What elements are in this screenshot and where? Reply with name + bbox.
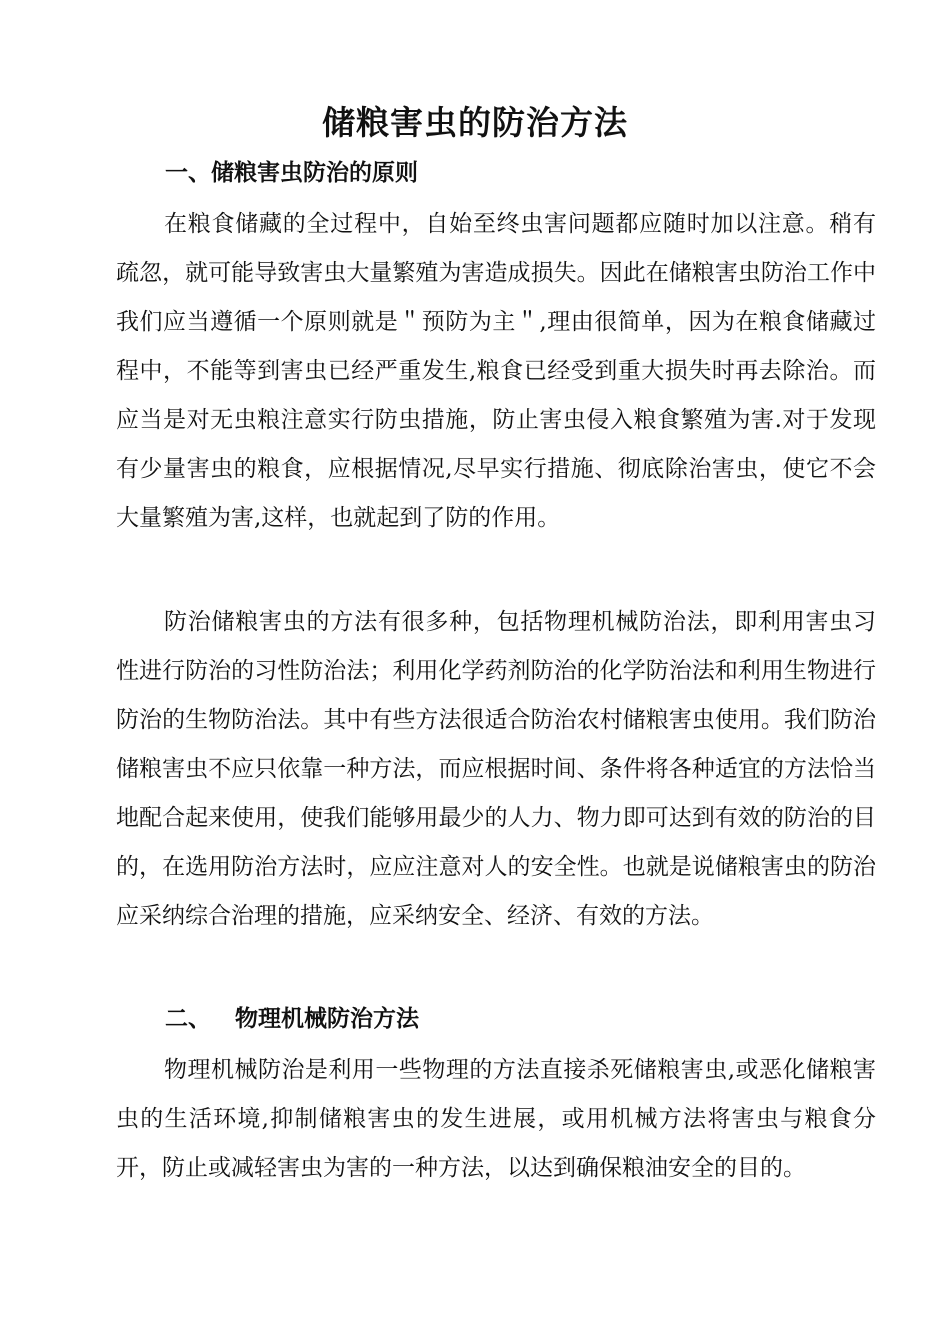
- paragraph-physical-control: 物理机械防治是利用一些物理的方法直接杀死储粮害虫,或恶化储粮害虫的生活环境,抑制储粮害虫的发生进展，或用机械方法将害虫与粮食分开，防止或减轻害虫为害的一种方法，以达到确保粮油安全的目的。: [116, 1057, 876, 1181]
- section-heading-principles: 一、储粮害虫防治的原则: [165, 159, 418, 186]
- section-heading-text: 物理机械防治方法: [235, 1005, 419, 1032]
- paragraph-principles: 在粮食储藏的全过程中，自始至终虫害问题都应随时加以注意。稍有疏忽，就可能导致害虫大量繁殖为害造成损失。因此在储粮害虫防治工作中我们应当遵循一个原则就是＂预防为主＂,理由很简单，因为在粮食储藏过程中，不能等到害虫已经严重发生,粮食已经受到重大损失时再去除治。而应当是对无虫粮注意实行防虫措施，防止害虫侵入粮食繁殖为害.对于发现有少量害虫的粮食，应根据情况,尽早实行措施、彻底除治害虫，使它不会大量繁殖为害,这样，也就起到了防的作用。: [116, 211, 876, 531]
- section-number: 二、: [165, 1005, 211, 1032]
- section-heading-physical: [165, 999, 419, 1039]
- paragraph-methods-overview: 防治储粮害虫的方法有很多种，包括物理机械防治法，即利用害虫习性进行防治的习性防治法；利用化学药剂防治的化学防治法和利用生物进行防治的生物防治法。其中有些方法很适合防治农村储粮害虫使用。我们防治储粮害虫不应只依靠一种方法，而应根据时间、条件将各种适宜的方法恰当地配合起来使用，使我们能够用最少的人力、物力即可达到有效的防治的目的，在选用防治方法时，应应注意对人的安全性。也就是说储粮害虫的防治应采纳综合治理的措施，应采纳安全、经济、有效的方法。: [116, 609, 876, 929]
- document-title: 储粮害虫的防治方法: [322, 103, 628, 142]
